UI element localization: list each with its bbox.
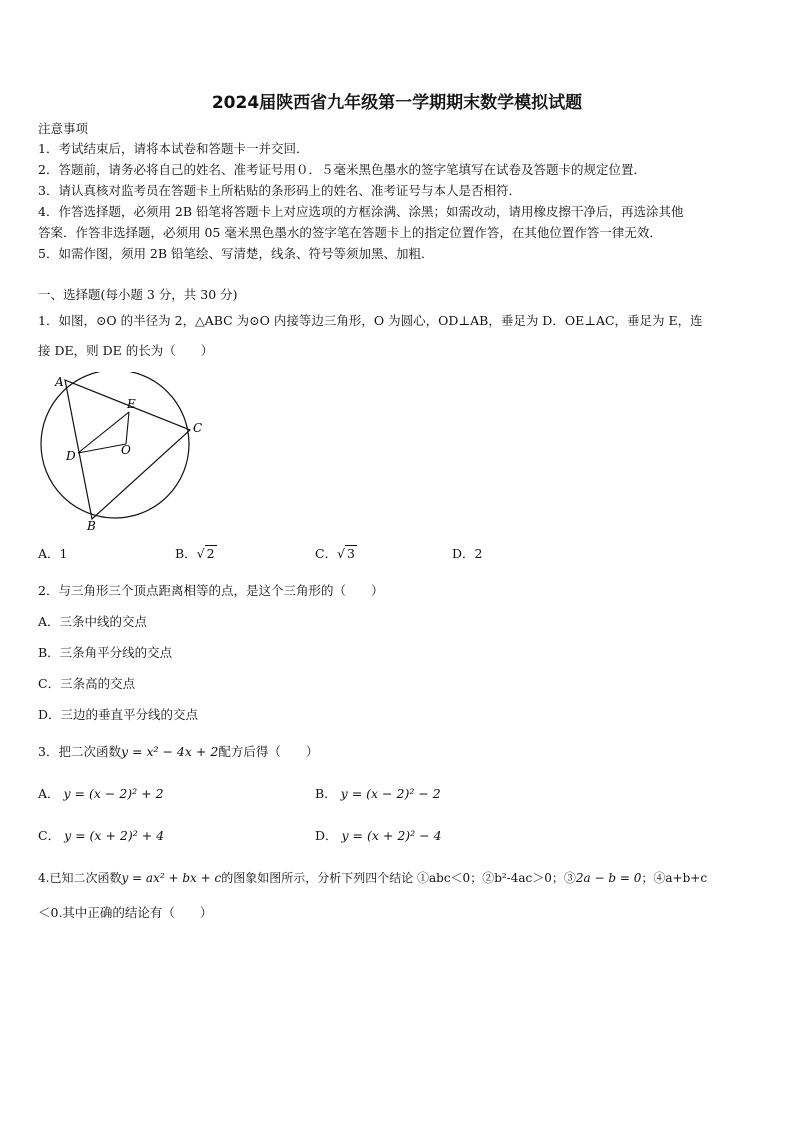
label-e: E (127, 397, 136, 411)
label-d: D (66, 449, 76, 463)
notice-item: 1．考试结束后，请将本试卷和答题卡一并交回． (38, 141, 309, 156)
q3-option-d: D． y = (x + 2)² − 4 (315, 828, 442, 843)
question-2-stem: 2．与三角形三个顶点距离相等的点，是这个三角形的（ ） (38, 583, 384, 598)
q2-option-c: C．三条高的交点 (38, 676, 136, 691)
section-heading: 一、选择题(每小题 3 分，共 30 分) (38, 287, 238, 302)
label-c: C (193, 421, 203, 435)
notice-item: 2．答题前，请务必将自己的姓名、准考证号用０．５毫米黑色墨水的签字笔填写在试卷及答题卡的规定位置． (38, 162, 646, 177)
q1-option-a: A．1 (38, 546, 68, 561)
circle-o (41, 372, 189, 518)
notice-item: 3．请认真核对监考员在答题卡上所粘贴的条形码上的姓名、准考证号与本人是否相符． (38, 183, 521, 198)
label-b: B (87, 519, 96, 533)
q3-option-b: B． y = (x − 2)² − 2 (315, 786, 441, 801)
notice-item: 4．作答选择题，必须用 2B 铅笔将答题卡上对应选项的方框涂满、涂黑；如需改动，请用橡皮擦干净后，再选涂其他 (38, 204, 684, 219)
question-3-stem: 3．把二次函数y = x² − 4x + 2配方后得（ ） (38, 744, 319, 759)
notice-item: 5．如需作图，须用 2B 铅笔绘、写清楚，线条、符号等须加黑、加粗． (38, 246, 434, 261)
question-4-stem-cont: ＜0.其中正确的结论有（ ） (38, 905, 213, 920)
question-4-stem: 4.已知二次函数y = ax² + bx + c的图象如图所示，分析下列四个结论 ①abc＜0；②b²-4ac＞0；③2a − b = 0；④a+b+c (38, 871, 708, 885)
notice-item: 答案．作答非选择题，必须用 05 毫米黑色墨水的签字笔在答题卡上的指定位置作答，在其他位置作答一律无效． (38, 225, 662, 240)
q3-option-c: C． y = (x + 2)² + 4 (38, 828, 165, 843)
q2-option-d: D．三边的垂直平分线的交点 (38, 707, 199, 722)
label-a: A (55, 375, 64, 389)
q2-option-a: A．三条中线的交点 (38, 614, 148, 629)
question-1-stem: 1．如图，⊙O 的半径为 2，△ABC 为⊙O 内接等边三角形，O 为圆心，OD⊥AB，垂足为 D．OE⊥AC，垂足为 E，连 (38, 313, 703, 328)
q1-option-b: B．√ 2 (175, 546, 215, 561)
q1-option-c: C．√ 3 (315, 546, 355, 561)
circle-triangle-figure (35, 372, 205, 534)
q2-option-b: B．三条角平分线的交点 (38, 645, 173, 660)
page-title: 2024届陕西省九年级第一学期期末数学模拟试题 (211, 93, 583, 113)
q1-option-d: D．2 (452, 546, 483, 561)
notice-heading: 注意事项 (38, 121, 89, 136)
segment-do (78, 444, 126, 453)
segment-oe (126, 412, 129, 444)
question-1-stem-cont: 接 DE，则 DE 的长为（ ） (38, 343, 214, 358)
label-o: O (121, 443, 131, 457)
q3-option-a: A． y = (x − 2)² + 2 (38, 786, 164, 801)
